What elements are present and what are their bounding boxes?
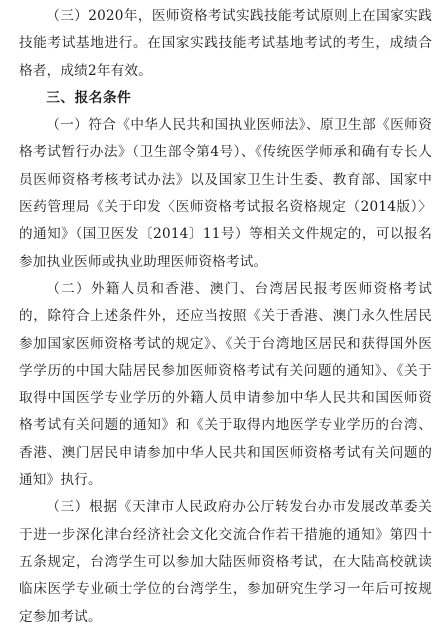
paragraph-condition-three: （三）根据《天津市人民政府办公厅转发台办市发展改革委关于进一步深化津台经济社会文化交流合作若干措施的通知》第四十五条规定，台湾学生可以参加大陆医师资格考试，在大陆高校就读临床医学专业硕士学位的台湾学生，参加研究生学习一年后可按规定参加考试。 bbox=[19, 499, 432, 625]
paragraph-exam-location: （三）2020年，医师资格考试实践技能考试原则上在国家实践技能考试基地进行。在国家实践技能考试基地考试的考生，成绩合格者，成绩2年有效。 bbox=[19, 8, 432, 79]
paragraph-condition-one: （一）符合《中华人民共和国执业医师法》、原卫生部《医师资格考试暂行办法》（卫生部令第4号）、《传统医学师承和确有专长人员医师资格考核考试办法》以及国家卫生计生委、教育部、国家中医药管理局《关于印发〈医师资格考试报名资格规定（2014版）〉的通知》（国卫医发〔2014〕11号）等相关文件规定的，可以报名参加执业医师或执业助理医师资格考试。 bbox=[19, 117, 432, 270]
paragraph-condition-two: （二）外籍人员和香港、澳门、台湾居民报考医师资格考试的，除符合上述条件外，还应当按照《关于香港、澳门永久性居民参加国家医师资格考试的规定》、《关于台湾地区居民和获得国外医学学历的中国大陆居民参加医师资格考试有关问题的通知》、《关于取得中国医学专业学历的外籍人员申请参加中华人民共和国医师资格考试有关问题的通知》和《关于取得内地医学专业学历的台湾、香港、澳门居民申请参加中华人民共和国医师资格考试有关问题的通知》执行。 bbox=[19, 280, 432, 489]
section-heading-registration-conditions: 三、报名条件 bbox=[46, 89, 132, 106]
